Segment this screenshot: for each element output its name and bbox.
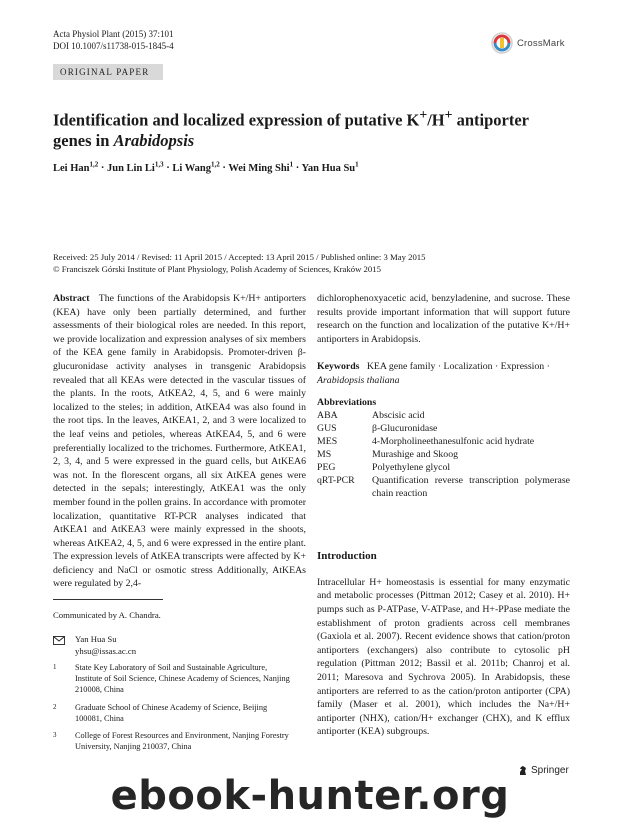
copyright-line: © Franciszek Górski Institute of Plant Physiology, Polish Academy of Sciences, Kraków 2015 (53, 264, 381, 274)
abbreviation-row: MS Murashige and Skoog (317, 449, 458, 461)
paper-title: Identification and localized expression of putative K+/H+ antiporter genes in Arabidopsis (53, 107, 529, 150)
abstract-section (53, 292, 306, 591)
journal-citation: Acta Physiol Plant (2015) 37:101 (53, 29, 174, 39)
abbreviations (317, 396, 570, 501)
communicated-by: Communicated by A. Chandra. (53, 610, 161, 620)
abstract-heading: Abstract (53, 293, 90, 304)
keywords (317, 360, 570, 387)
abstract-continued: dichlorophenoxyacetic acid, benzyladenine, and sucrose. These results provide important information that will support future research on the function and localization of the putative K+/H+ antiporters in Arabidopsis. (317, 293, 570, 345)
right-column (317, 292, 570, 739)
abstract-body: The functions of the Arabidopsis K+/H+ antiporters (KEA) have only been partially determined, and further assessments of their biological roles are needed. In this report, we provide localization and expression analyses of six members of the KEA gene family in Arabidopsis. Promoter-driven β-glucuronidase activity analyses in transgenic Arabidopsis revealed that all KEAs were detected in the vascular tissues of the plants. In the roots, AtKEA2, 4, 5, and 6 were mainly localized to the steles; in addition, AtKEA4 was also found in the root tips. In the leaves, AtKEA1, 2, and 3 were localized to the leaf veins and petioles, whereas AtKEA4, 5, and 6 were preferentially localized to the trichomes. Furthermore, AtKEA1, 2, 3, 4, and 5 were expressed in the guard cells, but AtKEA6 was not. In the florescent organs, all six AtKEA genes were detected in the sepals; interestingly, AtKEA1 was the only member found in the pollen grains. In accordance with promoter localization, quantitative RT-PCR analyses indicated that AtKEA1 and AtKEA3 were mainly expressed in the shoots, whereas AtKEA2, 4, 5, and 6 were expressed in the entire plant. The expression levels of AtKEA transcripts were affected by K+ deficiency and NaCl or osmotic stress Additionally, AtKEAs were regulated by 2,4- (53, 293, 307, 590)
crossmark-icon (491, 32, 513, 54)
abbreviation-row: GUS β-Glucuronidase (317, 423, 438, 435)
section-label: ORIGINAL PAPER (53, 64, 163, 80)
abbreviation-row: PEG Polyethylene glycol (317, 462, 451, 474)
author[interactable]: Li Wang$^{1,2}$ (172, 160, 220, 174)
publisher-name: Springer (531, 765, 569, 776)
keywords-species: Arabidopsis thaliana (317, 374, 400, 386)
introduction-text: Intracellular H+ homeostasis is essential for many enzymatic and metabolic processes (Pittman 2012; Casey et al. 2010). H+ pumps such as P-ATPase, V-ATPase, and H+-PPase mediate the establishment of proton gradients across cell membranes (Gaxiola et al. 2007). Recent evidence shows that cation/proton antiporters (exchangers) also contribute to cytosolic pH regulation (Pittman 2012; Bassil et al. 2011b; Chanroj et al. 2011; Maresova and Sychrova 2005). In Arabidopsis, these antiporters are referred to as the cation/proton antiporter (CPA) family (Maser et al. 2001), which includes the Na+/H+ antiporter (NHX), cation/H+ exchanger (CHX), and K efflux antiporter (KEA) subgroups. (317, 576, 570, 738)
watermark: ebook-hunter.org (110, 773, 510, 819)
footnote-divider (53, 599, 163, 600)
envelope-icon (53, 636, 65, 645)
crossmark-label: CrossMark (517, 37, 565, 49)
affiliation: 3 College of Forest Resources and Environment, Nanjing Forestry University, Nanjing 210037, China (53, 731, 289, 751)
author[interactable]: Jun Lin Li$^{1,3}$ (106, 160, 164, 174)
author-list: Lei Han$^{1,2}$ · Jun Lin Li$^{1,3}$ · Li Wang$^{1,2}$ · Wei Ming Shi$^1$ · Yan Hua Su$^1$ (53, 160, 359, 174)
keywords-list: KEA gene family · Localization · Expression · (366, 361, 550, 373)
abbreviation-row: MES 4-Morpholineethanesulfonic acid hydrate (317, 436, 535, 448)
publication-dates (53, 251, 573, 275)
crossmark-badge[interactable] (491, 30, 576, 56)
introduction-heading: Introduction (317, 550, 377, 563)
affiliation: 2 Graduate School of Chinese Academy of Science, Beijing 100081, China (53, 703, 268, 723)
abstract-text (53, 292, 306, 591)
journal-header (53, 29, 174, 52)
abbreviations-table (317, 409, 570, 500)
abbreviation-row: ABA Abscisic acid (317, 410, 425, 422)
abbreviation-row: qRT-PCR Quantification reverse transcription polymerase chain reaction (317, 475, 570, 500)
abbreviations-heading: Abbreviations (317, 396, 377, 408)
history-line: Received: 25 July 2014 / Revised: 11 April 2015 / Accepted: 13 April 2015 / Published online: 3 May 2015 (53, 252, 426, 262)
corresponding-email[interactable]: yhsu@issas.ac.cn (75, 645, 137, 656)
author[interactable]: Lei Han$^{1,2}$ (53, 160, 99, 174)
author[interactable]: Yan Hua Su$^1$ (301, 160, 359, 174)
corresponding-name: Yan Hua Su (75, 634, 117, 644)
affiliation: 1 State Key Laboratory of Soil and Sustainable Agriculture, Institute of Soil Science, Chinese Academy of Sciences, Nanjing 210008, China (53, 663, 290, 694)
author[interactable]: Wei Ming Shi$^1$ (228, 160, 294, 174)
corresponding-author (53, 634, 136, 657)
keywords-heading: Keywords (317, 361, 360, 373)
doi[interactable]: DOI 10.1007/s11738-015-1845-4 (53, 40, 174, 51)
